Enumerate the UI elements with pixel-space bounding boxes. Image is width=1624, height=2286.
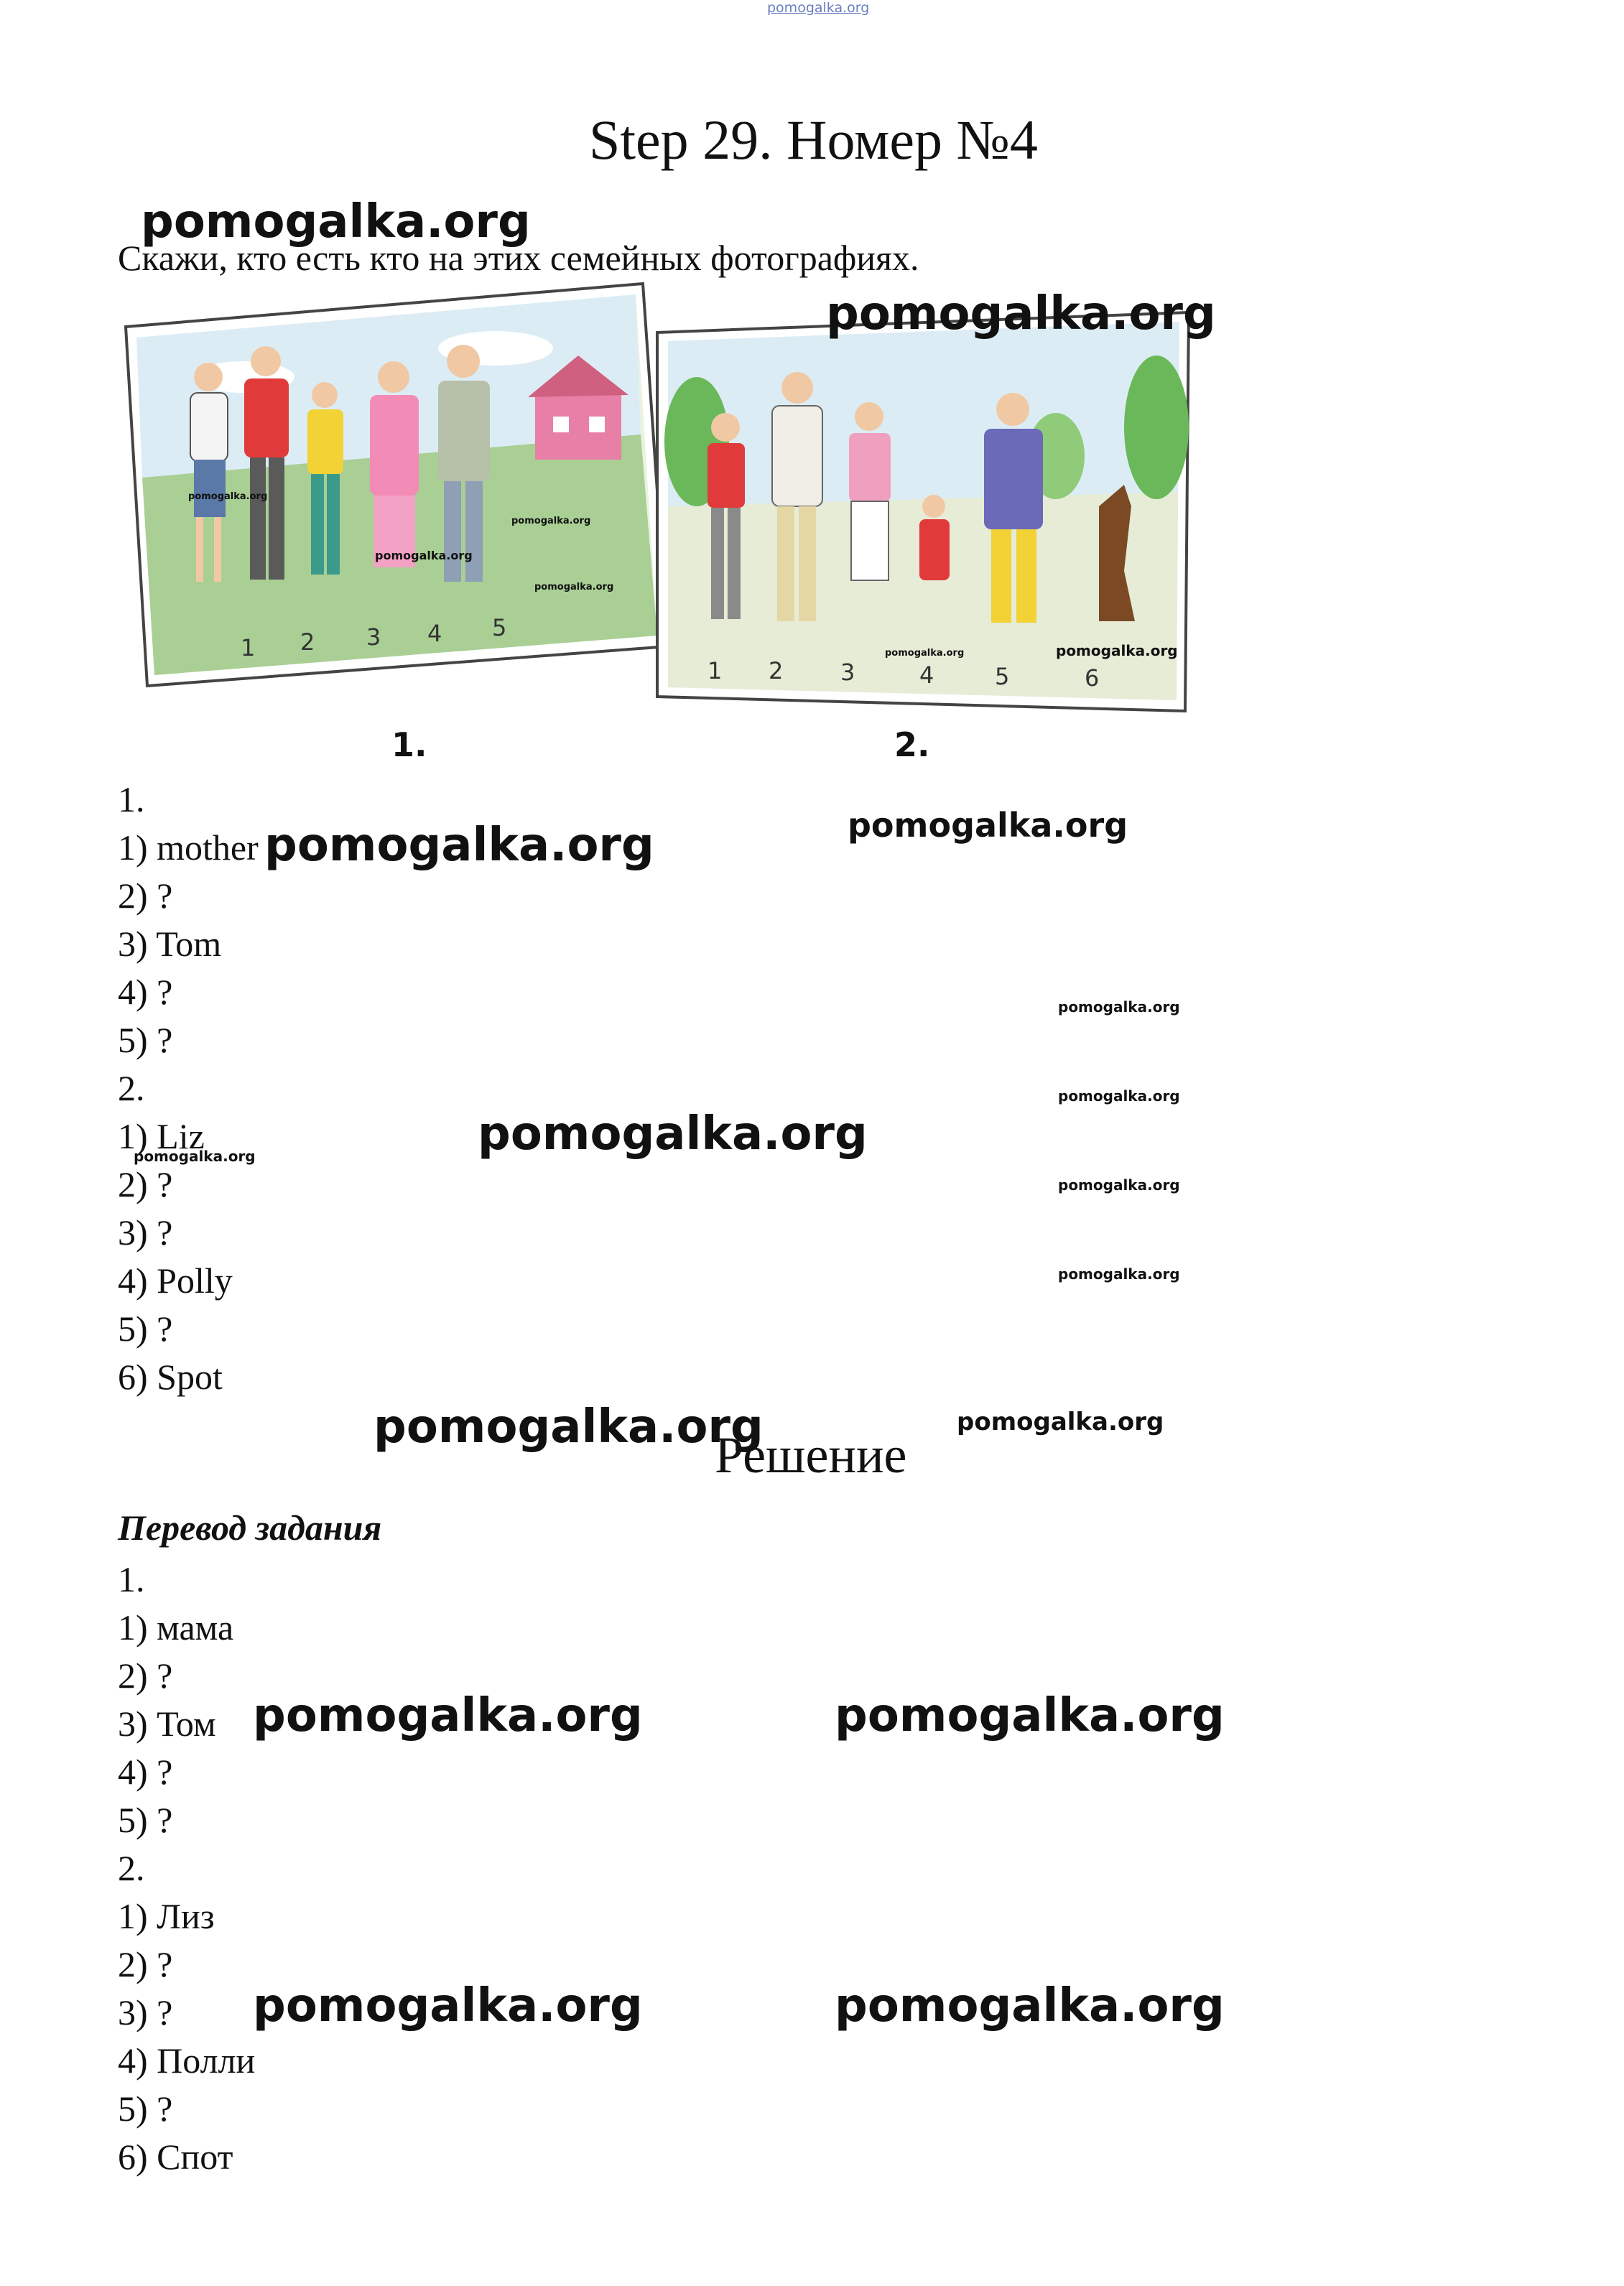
photo2-number: 6: [1085, 664, 1100, 692]
watermark: pomogalka.org: [1058, 1176, 1180, 1194]
group2-heading: 2.: [118, 1068, 145, 1108]
list-item: 4) ?: [118, 972, 173, 1012]
list-item: 5) ?: [118, 1020, 173, 1060]
list-item: 2) ?: [118, 1164, 173, 1204]
list-item: 5) ?: [118, 1309, 173, 1349]
translation-group1-heading: 1.: [118, 1559, 145, 1599]
watermark: pomogalka.org: [1058, 1087, 1180, 1105]
photo2-number: 5: [995, 663, 1010, 690]
photo1-number: 1: [241, 634, 256, 661]
watermark: pomogalka.org: [885, 648, 965, 659]
watermark: pomogalka.org: [826, 287, 1216, 340]
watermark: pomogalka.org: [141, 195, 531, 248]
watermark: pomogalka.org: [835, 1689, 1225, 1742]
watermark: pomogalka.org: [511, 516, 591, 526]
list-item: 3) ?: [118, 1992, 173, 2032]
page-title: Step 29. Номер №4: [589, 108, 1038, 171]
group1-heading: 1.: [118, 779, 145, 819]
solution-heading: Решение: [715, 1426, 907, 1484]
watermark: pomogalka.org: [1056, 642, 1178, 659]
photo2-number: 1: [707, 657, 723, 684]
list-item: 4) Polly: [118, 1260, 233, 1301]
watermark: pomogalka.org: [1058, 1265, 1180, 1283]
watermark: pomogalka.org: [253, 1979, 643, 2032]
list-item: 3) Tom: [118, 924, 222, 964]
list-item: 1) mother: [118, 827, 259, 868]
watermark: pomogalka.org: [957, 1408, 1164, 1436]
list-item: 5) ?: [118, 1800, 173, 1840]
family-photo-1: [126, 284, 668, 686]
watermark: pomogalka.org: [1058, 998, 1180, 1016]
watermark: pomogalka.org: [375, 549, 473, 562]
list-item: 6) Спот: [118, 2137, 233, 2177]
list-item: 5) ?: [118, 2088, 173, 2129]
list-item: 3) ?: [118, 1212, 173, 1253]
list-item: 3) Том: [118, 1704, 216, 1744]
photo2-number: 3: [840, 659, 855, 686]
list-item: 1) Лиз: [118, 1896, 215, 1936]
watermark: pomogalka.org: [188, 491, 268, 502]
task-instruction: Скажи, кто есть кто на этих семейных фотографиях.: [118, 238, 919, 278]
photo2-number: 2: [769, 657, 784, 684]
watermark: pomogalka.org: [478, 1107, 868, 1161]
family-photos-illustration: [122, 269, 1200, 772]
watermark: pomogalka.org: [534, 582, 614, 593]
photo1-caption: 1.: [391, 725, 427, 764]
photo1-number: 5: [492, 614, 507, 641]
list-item: 4) ?: [118, 1752, 173, 1792]
list-item: 2) ?: [118, 875, 173, 916]
photo2-caption: 2.: [894, 725, 930, 764]
watermark: pomogalka.org: [253, 1689, 643, 1742]
translation-group2-heading: 2.: [118, 1848, 145, 1888]
watermark: pomogalka.org: [848, 806, 1128, 845]
list-item: 2) ?: [118, 1944, 173, 1984]
list-item: 2) ?: [118, 1655, 173, 1696]
watermark: pomogalka.org: [134, 1148, 256, 1165]
photo1-number: 2: [300, 628, 315, 656]
list-item: 6) Spot: [118, 1357, 223, 1397]
translation-heading: Перевод задания: [118, 1507, 382, 1548]
watermark: pomogalka.org: [835, 1979, 1225, 2032]
photo1-number: 4: [427, 620, 442, 647]
top-watermark-link[interactable]: pomogalka.org: [767, 0, 870, 16]
list-item: 1) мама: [118, 1607, 234, 1648]
watermark: pomogalka.org: [373, 1400, 764, 1454]
photo2-number: 4: [919, 661, 934, 689]
list-item: 1) Liz: [118, 1116, 205, 1156]
watermark: pomogalka.org: [264, 819, 654, 872]
photo1-number: 3: [366, 623, 381, 651]
list-item: 4) Полли: [118, 2040, 256, 2081]
